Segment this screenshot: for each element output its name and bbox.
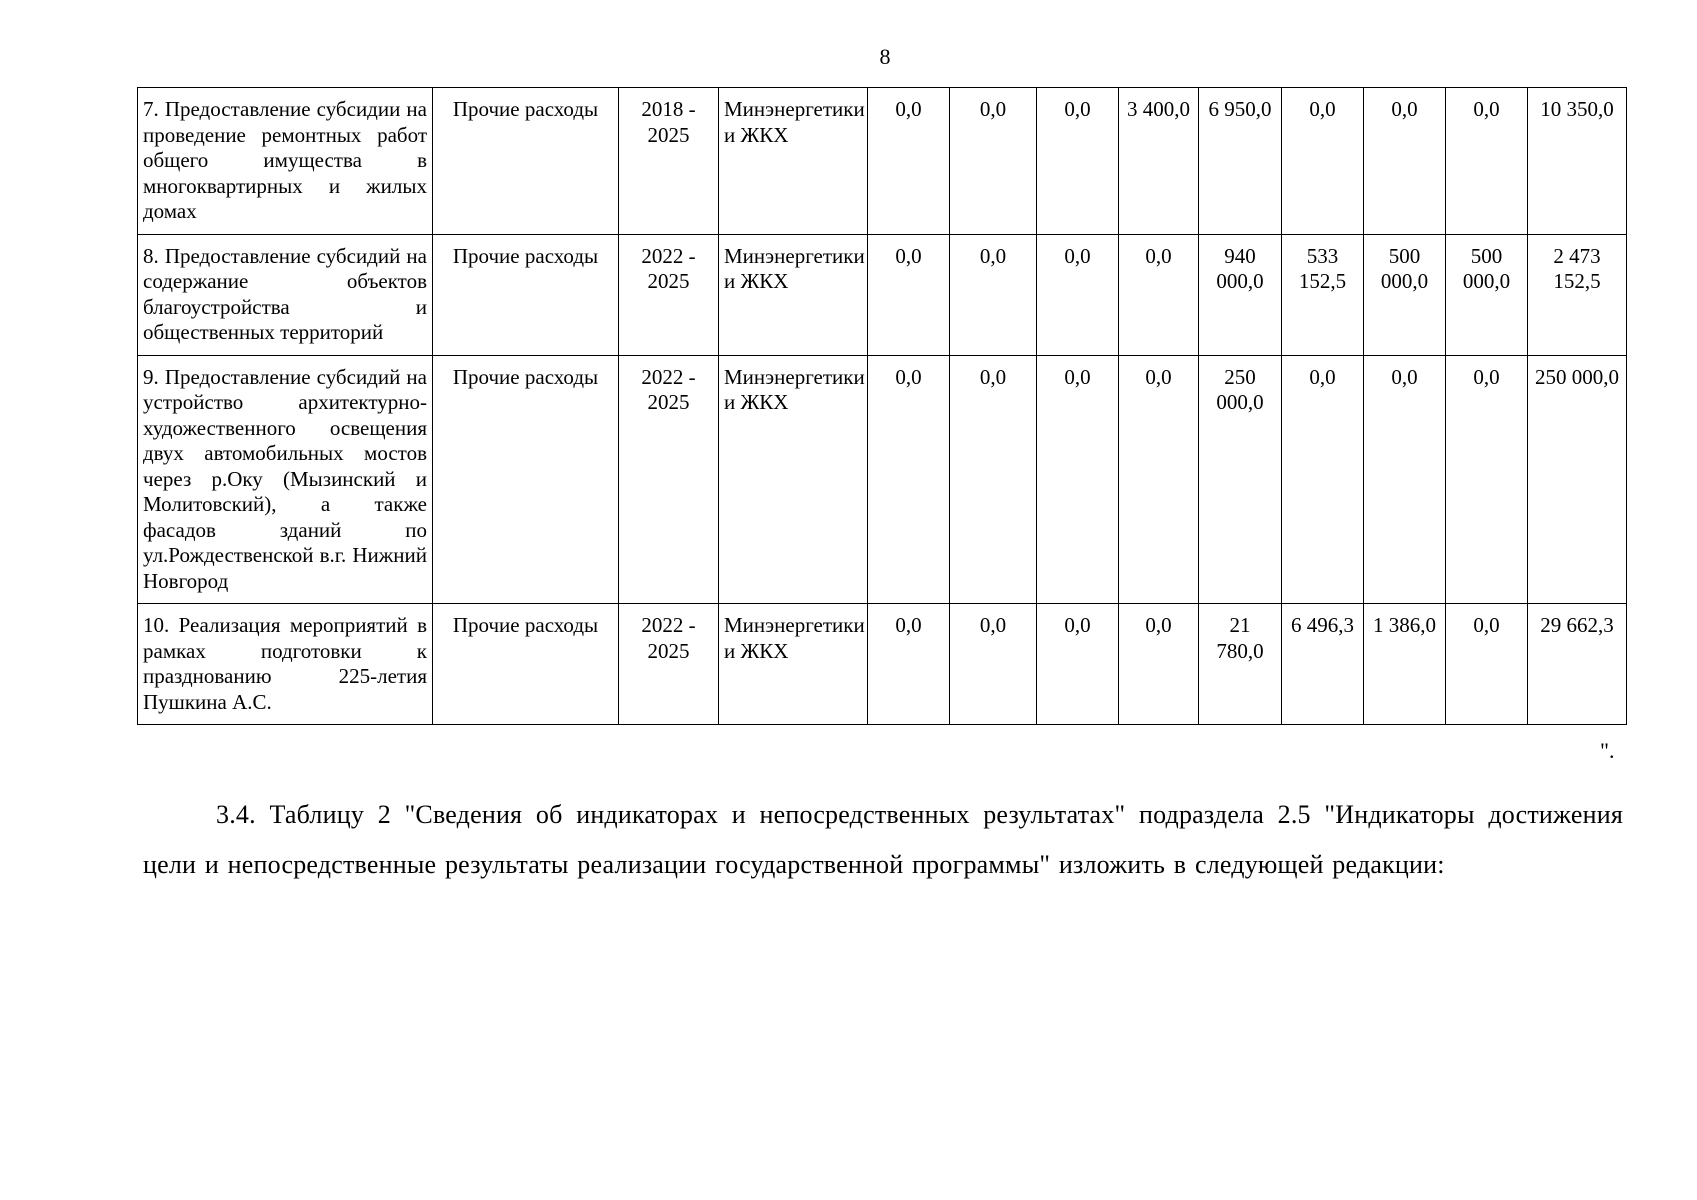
executor-cell: Минэнергетики и ЖКХ xyxy=(719,604,868,725)
closing-quote: ". xyxy=(1600,738,1615,763)
value-cell: 0,0 xyxy=(1446,355,1528,604)
value-cell: 0,0 xyxy=(868,355,950,604)
period-cell: 2022 - 2025 xyxy=(619,234,719,355)
measure-cell: 7. Предоставление субсидии на проведение ремонтных работ общего имущества в многоквартирных и жилых домах xyxy=(138,88,433,235)
value-cell: 0,0 xyxy=(1037,355,1119,604)
value-cell: 3 400,0 xyxy=(1119,88,1199,235)
expense-type-cell: Прочие расходы xyxy=(433,604,619,725)
value-cell: 0,0 xyxy=(1119,234,1199,355)
value-cell: 0,0 xyxy=(1446,604,1528,725)
value-cell: 0,0 xyxy=(1037,88,1119,235)
period-cell: 2022 - 2025 xyxy=(619,355,719,604)
value-cell: 1 386,0 xyxy=(1364,604,1446,725)
value-cell: 2 473 152,5 xyxy=(1528,234,1627,355)
executor-cell: Минэнергетики и ЖКХ xyxy=(719,355,868,604)
value-cell: 533 152,5 xyxy=(1282,234,1364,355)
table-body xyxy=(138,88,1627,725)
value-cell: 500 000,0 xyxy=(1446,234,1528,355)
table-row xyxy=(138,355,1627,604)
value-cell: 0,0 xyxy=(1364,355,1446,604)
period-cell: 2022 - 2025 xyxy=(619,604,719,725)
value-cell: 0,0 xyxy=(868,88,950,235)
measure-cell: 10. Реализация мероприятий в рамках подготовки к празднованию 225-летия Пушкина А.С. xyxy=(138,604,433,725)
value-cell: 0,0 xyxy=(950,355,1037,604)
executor-cell: Минэнергетики и ЖКХ xyxy=(719,234,868,355)
value-cell: 500 000,0 xyxy=(1364,234,1446,355)
value-cell: 6 950,0 xyxy=(1199,88,1282,235)
page-number: 8 xyxy=(879,44,891,69)
table-row xyxy=(138,234,1627,355)
measure-cell: 9. Предоставление субсидий на устройство архитектурно-художественного освещения двух автомобильных мостов через р.Оку (Мызинский и Молитовский), а также фасадов зданий по ул.Рождественской в.г. Нижний Новгород xyxy=(138,355,433,604)
value-cell: 10 350,0 xyxy=(1528,88,1627,235)
value-cell: 6 496,3 xyxy=(1282,604,1364,725)
amendment-paragraph: 3.4. Таблицу 2 "Сведения об индикаторах и непосредственных результатах" подраздела 2.5 "Индикаторы достижения цели и непосредственные результаты реализации государственной программы" изложить в следующей редакции: xyxy=(143,800,1623,879)
period-cell: 2018 - 2025 xyxy=(619,88,719,235)
table-row xyxy=(138,604,1627,725)
value-cell: 0,0 xyxy=(868,234,950,355)
measure-cell: 8. Предоставление субсидий на содержание объектов благоустройства и общественных территорий xyxy=(138,234,433,355)
value-cell: 250 000,0 xyxy=(1199,355,1282,604)
value-cell: 0,0 xyxy=(1119,355,1199,604)
value-cell: 0,0 xyxy=(1037,604,1119,725)
budget-table xyxy=(137,87,1627,725)
expense-type-cell: Прочие расходы xyxy=(433,88,619,235)
value-cell: 0,0 xyxy=(950,234,1037,355)
expense-type-cell: Прочие расходы xyxy=(433,355,619,604)
value-cell: 0,0 xyxy=(868,604,950,725)
expense-type-cell: Прочие расходы xyxy=(433,234,619,355)
value-cell: 29 662,3 xyxy=(1528,604,1627,725)
value-cell: 21 780,0 xyxy=(1199,604,1282,725)
executor-cell: Минэнергетики и ЖКХ xyxy=(719,88,868,235)
value-cell: 0,0 xyxy=(950,88,1037,235)
value-cell: 0,0 xyxy=(950,604,1037,725)
value-cell: 0,0 xyxy=(1119,604,1199,725)
table-row xyxy=(138,88,1627,235)
value-cell: 0,0 xyxy=(1282,88,1364,235)
value-cell: 0,0 xyxy=(1037,234,1119,355)
value-cell: 0,0 xyxy=(1446,88,1528,235)
value-cell: 250 000,0 xyxy=(1528,355,1627,604)
value-cell: 0,0 xyxy=(1282,355,1364,604)
value-cell: 940 000,0 xyxy=(1199,234,1282,355)
value-cell: 0,0 xyxy=(1364,88,1446,235)
